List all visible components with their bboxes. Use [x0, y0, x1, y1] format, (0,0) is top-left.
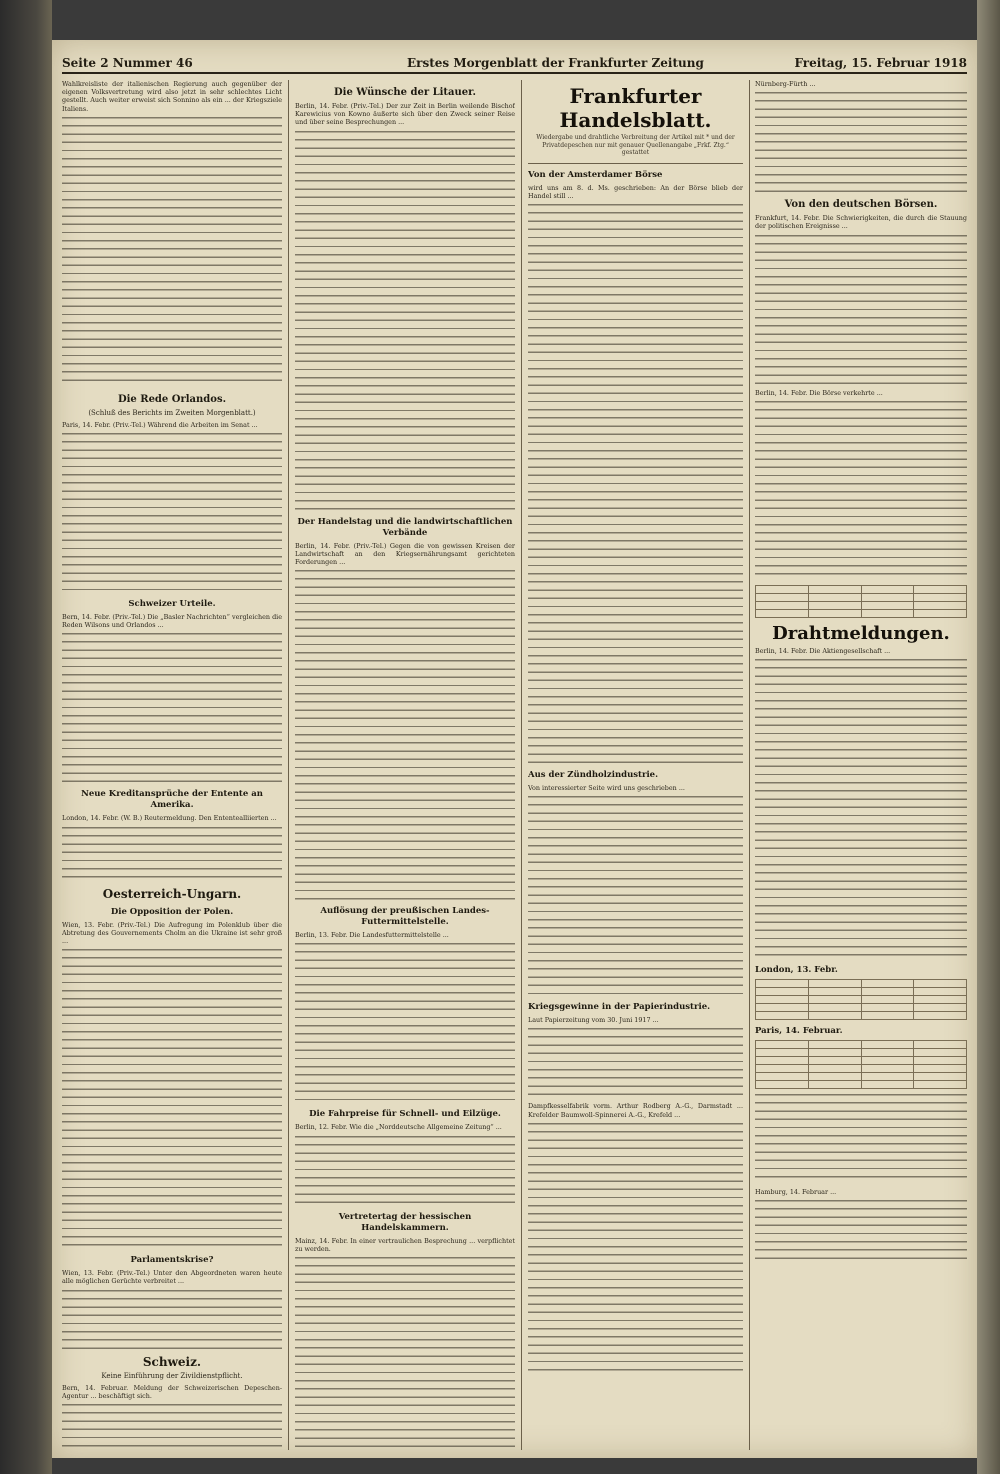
article-text: Berlin, 12. Febr. Wie die „Norddeutsche Allgemeine Zeitung“ ...	[295, 1123, 502, 1132]
article-text: Dampfkesselfabrik vorm. Arthur Rodberg A.-G., Darmstadt ... Krefelder Baumwoll-Spinnerei A.-G., Krefeld ...	[528, 1102, 743, 1119]
article-body	[62, 117, 282, 387]
article-text: wird uns am 8. d. Ms. geschrieben: An der Börse blieb der Handel still ...	[528, 183, 743, 200]
article-heading: Kriegsgewinne in der Papierindustrie.	[528, 1002, 711, 1013]
column-1	[62, 80, 282, 1450]
table-caption: Paris, 14. Februar.	[755, 1026, 843, 1037]
column-rule	[521, 80, 522, 1450]
column-rule	[749, 80, 750, 1450]
column-4	[755, 80, 967, 1450]
article-heading: Schweizer Urteile.	[128, 599, 216, 610]
page-header	[62, 56, 967, 74]
section-heading: Oesterreich-Ungarn.	[102, 886, 242, 901]
article-heading: Der Handelstag und die landwirtschaftlichen Verbände	[297, 516, 513, 538]
stock-table	[755, 979, 967, 1020]
article-text: Bern, 14. Febr. (Priv.-Tel.) Die „Basler Nachrichten“ vergleichen die Reden Wilsons und Orlandos ...	[62, 613, 282, 630]
article-body	[62, 1404, 282, 1450]
article-text: Berlin, 14. Febr. (Priv.-Tel.) Gegen die von gewissen Kreisen der Landwirtschaft an den Kriegsernährungsamt gerichteten Forderungen ...	[295, 541, 515, 567]
article-heading: Von den deutschen Börsen.	[784, 199, 938, 211]
article-body	[755, 1094, 967, 1184]
article-body	[528, 1028, 743, 1098]
page-number: Seite 2 Nummer 46	[62, 56, 193, 70]
article-text: Frankfurt, 14. Febr. Die Schwierigkeiten, die durch die Stauung der politischen Ereignisse ...	[755, 214, 967, 231]
article-text: London, 14. Febr. (W. B.) Reutermeldung. Den Ententealliierten ...	[62, 814, 277, 823]
article-text: Berlin, 14. Febr. Die Aktiengesellschaft ...	[755, 646, 891, 655]
article-body	[528, 796, 743, 996]
article-text: Berlin, 13. Febr. Die Landesfuttermittelstelle ...	[295, 931, 449, 940]
section-heading: Schweiz.	[142, 1354, 202, 1369]
article-text: Paris, 14. Febr. (Priv.-Tel.) Während die Arbeiten im Senat ...	[62, 420, 258, 429]
article-text: Nürnberg-Fürth ...	[755, 80, 816, 88]
article-heading: Parlamentskrise?	[130, 1255, 214, 1266]
article-body	[295, 1257, 515, 1450]
article-heading: Auflösung der preußischen Landes-Futtermittelstelle.	[320, 906, 490, 928]
article-text: Wien, 13. Febr. (Priv.-Tel.) Unter den Abgeordneten waren heute alle möglichen Gerüchte verbreitet ...	[62, 1269, 282, 1286]
article-body	[528, 204, 743, 764]
article-body	[62, 1290, 282, 1350]
divider	[528, 163, 743, 164]
article-body	[295, 570, 515, 900]
article-body	[295, 1136, 515, 1206]
column-2	[295, 80, 515, 1450]
article-body	[755, 401, 967, 581]
stock-table	[755, 585, 967, 618]
section-title: Drahtmeldungen.	[772, 622, 950, 644]
article-body	[755, 92, 967, 192]
article-heading: Die Fahrpreise für Schnell- und Eilzüge.	[309, 1109, 501, 1120]
article-heading: Vertretertag der hessischen Handelskammern.	[338, 1211, 472, 1233]
article-text: Hamburg, 14. Februar ...	[755, 1188, 837, 1197]
newspaper-page	[52, 40, 977, 1458]
article-body	[295, 943, 515, 1103]
table-caption: London, 13. Febr.	[755, 965, 838, 976]
article-subheading: Keine Einführung der Zivildienstpflicht.	[101, 1371, 243, 1380]
article-body	[62, 433, 282, 593]
stock-table	[755, 1040, 967, 1089]
article-subheading: (Schluß des Berichts im Zweiten Morgenblatt.)	[88, 408, 256, 417]
paper-title: Erstes Morgenblatt der Frankfurter Zeitung	[407, 56, 704, 70]
article-text: Laut Papierzeitung vom 30. Juni 1917 ...	[528, 1016, 659, 1025]
article-body	[755, 659, 967, 959]
column-rule	[288, 80, 289, 1450]
article-body	[755, 235, 967, 385]
article-heading: Die Wünsche der Litauer.	[333, 87, 476, 98]
article-body	[62, 949, 282, 1249]
article-body	[62, 633, 282, 783]
copyright-note: Wiedergabe und drahtliche Verbreitung der Artikel mit * und der Privatdepeschen nur mit genauer Quellenangabe „Frkf. Ztg.“ gestattet	[536, 134, 735, 156]
article-heading: Die Opposition der Polen.	[110, 906, 234, 917]
article-heading: Die Rede Orlandos.	[117, 393, 227, 405]
article-text: Wahlkreisliste der italienischen Regierung auch gegenüber der eigenen Volksvertretung wird also jetzt in sehr schlechtes Licht gestellt. Auch weiter erweist sich Sonnino als ein ... der Kriegsziele Italiens.	[62, 80, 282, 113]
page-edge	[977, 0, 1000, 1474]
article-heading: Aus der Zündholzindustrie.	[528, 769, 659, 780]
column-3	[528, 80, 743, 1450]
article-body	[295, 131, 515, 511]
article-text: Berlin, 14. Febr. Die Börse verkehrte ...	[755, 388, 883, 397]
article-heading: Neue Kreditansprüche der Entente an Amerika.	[81, 789, 263, 811]
article-body	[755, 1200, 967, 1260]
article-text: Berlin, 14. Febr. (Priv.-Tel.) Der zur Zeit in Berlin weilende Bischof Karewicius von Kowno äußerte sich über den Zweck seiner Reise und über seine Besprechungen ...	[295, 102, 515, 127]
book-binding	[0, 0, 52, 1474]
article-body	[62, 827, 282, 882]
article-text: Von interessierter Seite wird uns geschrieben ...	[528, 783, 685, 792]
issue-date: Freitag, 15. Februar 1918	[794, 56, 967, 70]
article-body	[528, 1123, 743, 1373]
section-title: Frankfurter Handelsblatt.	[559, 84, 712, 132]
article-text: Bern, 14. Februar. Meldung der Schweizerischen Depeschen-Agentur ... beschäftigt sich.	[62, 1383, 282, 1400]
article-text: Mainz, 14. Febr. In einer vertraulichen Besprechung ... verpflichtet zu werden.	[295, 1236, 515, 1253]
article-heading: Von der Amsterdamer Börse	[528, 169, 663, 180]
article-text: Wien, 13. Febr. (Priv.-Tel.) Die Aufregung im Polenklub über die Abtretung des Gouvernements Cholm an die Ukraine ist sehr groß ...	[62, 920, 282, 946]
